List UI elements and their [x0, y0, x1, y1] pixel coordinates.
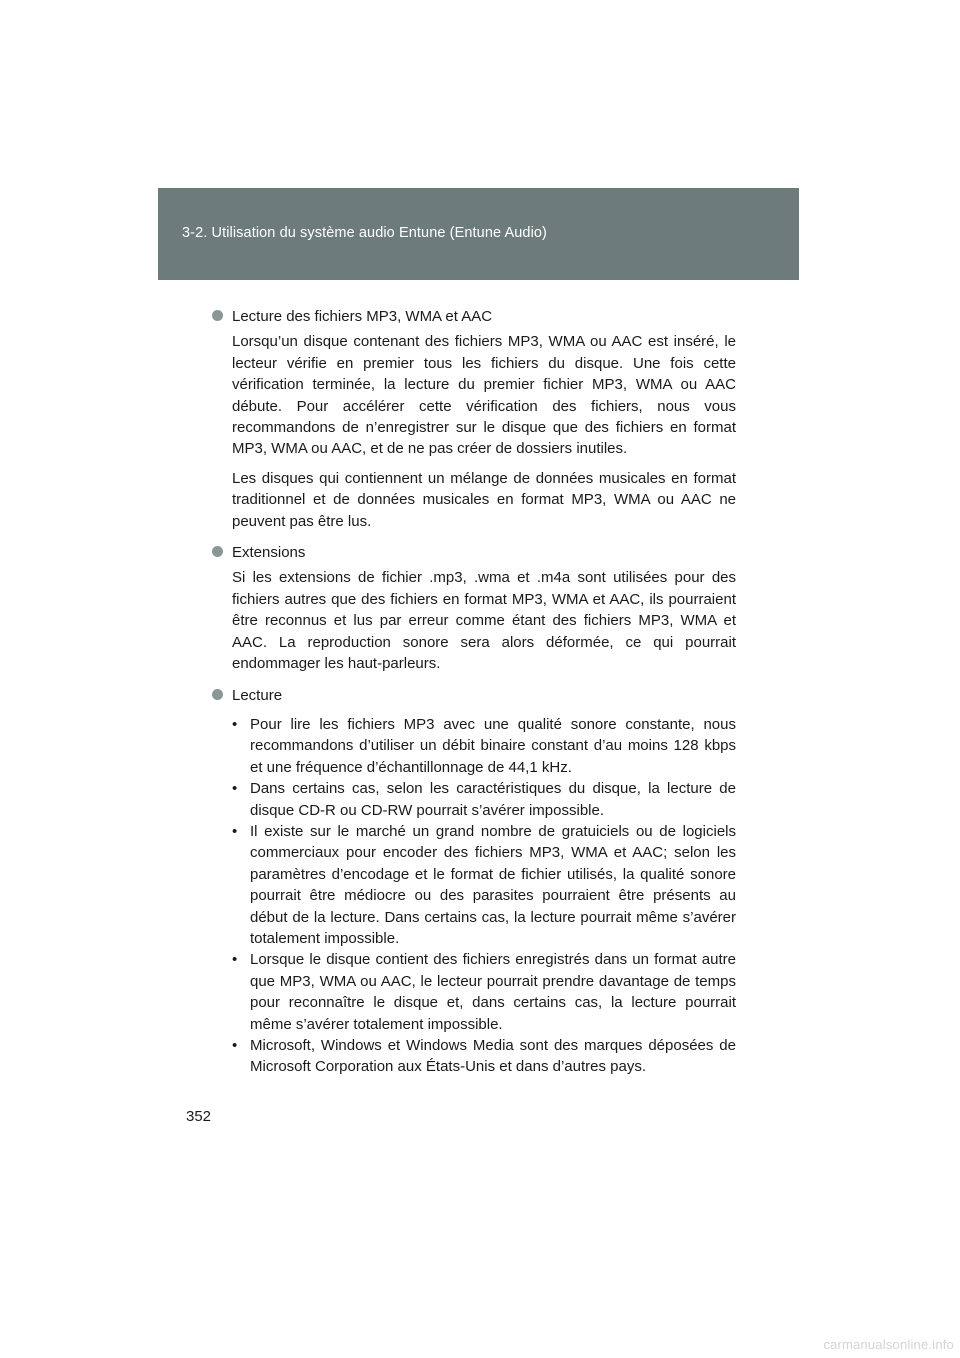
chapter-header-bar: [158, 188, 799, 280]
list-item: • Dans certains cas, selon les caractéristiques du disque, la lecture de disque CD-R ou CD-RW pourrait s’avérer impossible.: [232, 780, 736, 819]
circle-bullet-icon: [212, 689, 223, 700]
section-title-mp3: Lecture des fichiers MP3, WMA et AAC: [212, 306, 736, 327]
dot-bullet-icon: •: [232, 951, 238, 969]
dot-bullet-icon: •: [232, 780, 238, 798]
dot-bullet-icon: •: [232, 715, 238, 733]
paragraph: Les disques qui contiennent un mélange de données musicales en format traditionnel et de données musicales en format MP3, WMA ou AAC ne peuvent pas être lus.: [232, 469, 736, 530]
list-item: • Pour lire les fichiers MP3 avec une qualité sonore constante, nous recommandons d’utiliser un débit binaire constant d’au moins 128 kbps et une fréquence d’échantillonnage de 44,1 kHz.: [232, 715, 736, 776]
watermark: carmanualsonline.info: [823, 1337, 954, 1352]
list-item: • Lorsque le disque contient des fichiers enregistrés dans un format autre que MP3, WMA ou AAC, le lecteur pourrait prendre davantage de temps pour reconnaître le disque et, dans certains cas, la lecture pourrait même s’avérer totalement impossible.: [232, 951, 736, 1033]
paragraph: Lorsqu’un disque contenant des fichiers MP3, WMA ou AAC est inséré, le lecteur vérifie en premier tous les fichiers du disque. Une fois cette vérification terminée, la lecture du premier fichier MP3, WMA ou AAC débute. Pour accélérer cette vérification des fichiers, nous vous recommandons de n’enregistrer sur le disque que des fichiers en format MP3, WMA ou AAC, et de ne pas créer de dossiers inutiles.: [232, 333, 736, 458]
circle-bullet-icon: [212, 546, 223, 557]
page-content: [212, 306, 736, 1078]
page-number: 352: [186, 1108, 212, 1125]
dot-bullet-icon: •: [232, 822, 238, 840]
dot-bullet-icon: •: [232, 1037, 238, 1054]
chapter-title: 3-2. Utilisation du système audio Entune (Entune Audio): [182, 225, 547, 241]
section-title-lecture: Lecture: [212, 685, 736, 706]
circle-bullet-icon: [212, 310, 223, 321]
list-item: • Il existe sur le marché un grand nombre de gratuiciels ou de logiciels commerciaux pour encoder des fichiers MP3, WMA et AAC; selon les paramètres d’encodage et le format de fichier utilisés, la qualité sonore pourrait être médiocre ou des parasites pourraient être présents au début de la lecture. Dans certains cas, la lecture pourrait même s’avérer totalement impossible.: [232, 822, 736, 947]
section-title-extensions: Extensions: [212, 542, 736, 563]
paragraph: Si les extensions de fichier .mp3, .wma et .m4a sont utilisées pour des fichiers autres que des fichiers en format MP3, WMA et AAC, ils pourraient être reconnus et lus par erreur comme étant des fichiers MP3, WMA et AAC. La reproduction sonore sera alors déformée, ce qui pourrait endommager les haut-parleurs.: [232, 569, 736, 673]
note-list: [230, 714, 736, 1078]
list-item: • Microsoft, Windows et Windows Media sont des marques déposées de Microsoft Corporation aux États-Unis et dans d’autres pays.: [232, 1037, 736, 1076]
